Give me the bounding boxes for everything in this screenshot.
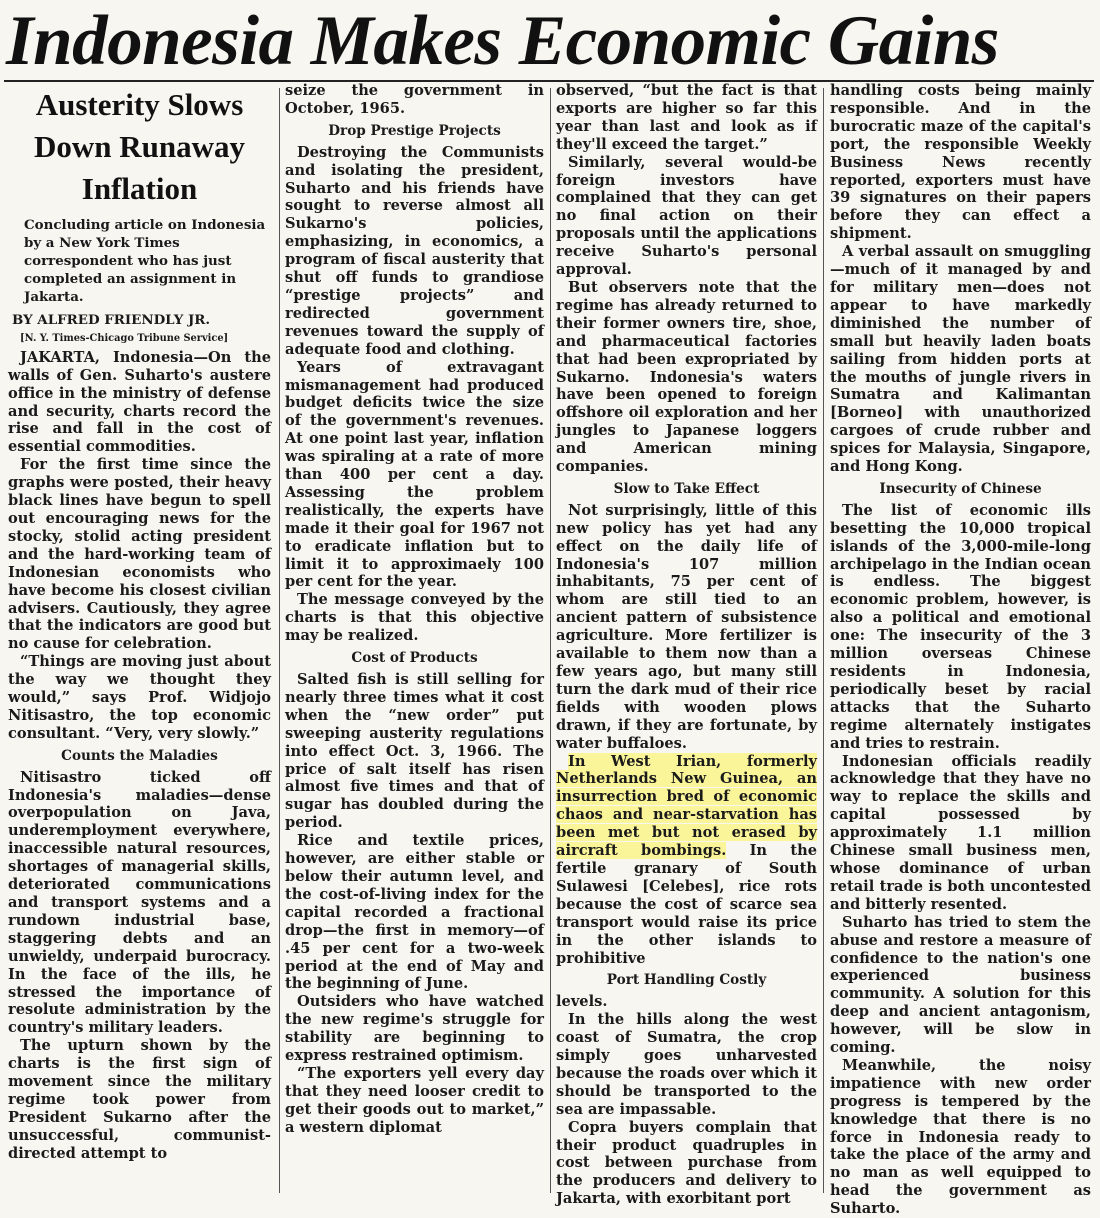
paragraph: The message conveyed by the charts is that this objective may be realized. [285, 591, 544, 645]
paragraph: Indonesian officials readily acknowledge that they have no way to replace the skills and capital possessed by approximately 1.1 million Chinese small business men, whose dominance of urban retail trade is both uncontested and bitterly resented. [830, 752, 1091, 913]
paragraph: In the hills along the west coast of Sumatra, the crop simply goes unharvested because the roads over which it should be transported to the sea are impassable. [556, 1011, 817, 1118]
intro-blurb: Concluding article on Indonesia by a New York Times correspondent who has just completed an assignment in Jakarta. [24, 217, 266, 305]
paragraph: Not surprisingly, little of this new policy has yet had any effect on the daily life of Indonesia's 107 million inhabitants, 75 per cent of whom are still tied to an ancient pattern of subsistence agriculture. More fertilizer is available to them now than a few years ago, but many still turn the dark mud of their rice fields with wooden plows drawn, if they are fortunate, by water buffaloes. [556, 501, 817, 752]
headline: Indonesia Makes Economic Gains [6, 2, 999, 80]
paragraph: Rice and textile prices, however, are either stable or below their autumn level, and the cost-of-living index for the capital recorded a fractional drop—the first in memory—of .45 per cent for a two-week period at the end of May and the beginning of June. [285, 832, 544, 993]
paragraph: But observers note that the regime has already returned to their former owners tire, shoe, and pharmaceutical factories that had been expropriated by Sukarno. Indonesia's waters have been opened to foreign offshore oil exploration and her jungles to Japanese loggers and American mining companies. [556, 278, 817, 476]
paragraph: Suharto has tried to stem the abuse and restore a measure of confidence to the nation's one experienced business community. A solution for this deep and ancient antagonism, however, will be slow in coming. [830, 913, 1091, 1057]
paragraph: JAKARTA, Indonesia—On the walls of Gen. Suharto's austere office in the ministry of defense and security, charts record the rise and fall in the cost of essential commodities. [8, 348, 271, 456]
article-column-4 [830, 82, 1091, 1218]
column-divider [550, 88, 551, 1193]
subheading: Counts the Maladies [61, 747, 218, 764]
subheading: Drop Prestige Projects [328, 122, 501, 139]
deck-headline: Austerity Slows Down Runaway Inflation [33, 87, 246, 206]
byline: BY ALFRED FRIENDLY JR. [12, 312, 211, 328]
paragraph: The list of economic ills besetting the 10,000 tropical islands of the 3,000-mile-long archipelago in the Indian ocean is endless. The biggest economic problem, however, is also a political and emotional one: The insecurity of the 3 million overseas Chinese residents in Indonesia, periodically beset by racial attacks that the Suharto regime alternately instigates and tries to restrain. [830, 501, 1091, 752]
paragraph: Meanwhile, the noisy impatience with new order progress is tempered by the knowledge that there is no force in Indonesia ready to take the place of the army and no man as well equipped to head the government as Suharto. [830, 1056, 1091, 1218]
paragraph: observed, “but the fact is that exports are higher so far this year than last and look as if they'll exceed the target.” [556, 82, 817, 153]
paragraph: The upturn shown by the charts is the first sign of movement since the military regime took power from President Sukarno after the unsuccessful, communist-directed attempt to [8, 1037, 271, 1162]
paragraph: levels. [556, 993, 608, 1011]
paragraph: Nitisastro ticked off Indonesia's maladies—dense overpopulation on Java, underemployment everywhere, inaccessible natural resources, shortages of managerial skills, deteriorated communications and transport systems and a rundown industrial base, staggering debts and an unwieldy, underpaid burocracy. In the face of the ills, he stressed the importance of resolute administration by the country's military leaders. [8, 768, 271, 1037]
subheading: Slow to Take Effect [613, 480, 760, 497]
paragraph: “The exporters yell every day that they need looser credit to get their goods out to market,” a western diplomat [285, 1064, 544, 1136]
subheading: Insecurity of Chinese [879, 480, 1042, 497]
paragraph: Destroying the Communists and isolating the president, Suharto and his friends have sought to reverse almost all Sukarno's policies, emphasizing, in economics, a program of fiscal austerity that shut off funds to grandiose “prestige projects” and redirected government revenues toward the supply of adequate food and clothing. [285, 143, 544, 358]
article-column-3 [556, 82, 817, 1208]
paragraph: Outsiders who have watched the new regime's struggle for stability are beginning to express restrained optimism. [285, 993, 544, 1065]
paragraph: Salted fish is still selling for nearly three times what it cost when the “new order” put sweeping austerity regulations into effect Oct. 3, 1966. The price of salt itself has risen almost five times and that of sugar has doubled during the period. [285, 671, 544, 832]
subheading: Cost of Products [351, 650, 478, 667]
paragraph: Similarly, several would-be foreign investors have complained that they can get no final action on their proposals until the applications receive Suharto's personal approval. [556, 153, 817, 279]
column-divider [279, 88, 280, 1193]
paragraph: For the first time since the graphs were posted, their heavy black lines have begun to spell out encouraging news for the stocky, stolid acting president and the hard-working team of Indonesian economists who have become his closest civilian advisers. Cautiously, they agree that the indicators are good but no cause for celebration. [8, 456, 271, 653]
column-divider [823, 88, 824, 1193]
wire-service: [N. Y. Times-Chicago Tribune Service] [20, 332, 229, 344]
paragraph: A verbal assault on smuggling—much of it managed by and for military men—does not appear to have markedly diminished the number of small but heavily laden boats sailing from hidden ports at the mouths of jungle rivers in Sumatra and Kalimantan [Borneo] with unauthorized cargoes of crude rubber and spices for Malaysia, Singapore, and Hong Kong. [830, 243, 1091, 476]
paragraph: “Things are moving just about the way we thought they would,” says Prof. Widjojo Nitisastro, the top economic consultant. “Very, very slowly.” [8, 653, 271, 742]
paragraph: Copra buyers complain that their product quadruples in cost between purchase from the producers and delivery to Jakarta, with exorbitant port [556, 1118, 817, 1208]
paragraph: seize the government in October, 1965. [285, 82, 544, 117]
article-column-1 [8, 82, 271, 1198]
article-column-2 [285, 82, 544, 1198]
highlighted-text: In West Irian, formerly Netherlands New Guinea, an insurrection bred of economic chaos and near-starvation has been met but not erased by aircraft bombings. [556, 752, 817, 860]
subheading: Port Handling Costly [606, 972, 767, 989]
paragraph-continuation: In the fertile granary of South Sulawesi [Celebes], rice rots because the cost of scarce sea transport would raise its price in the other islands to prohibitive [556, 842, 817, 967]
paragraph: Years of extravagant mismanagement had produced budget deficits twice the size of the government's revenues. At one point last year, inflation was spiraling at a rate of more than 400 per cent a day. Assessing the problem realistically, the experts have made it their goal for 1967 not to eradicate inflation but to limit it to approximaely 100 per cent for the year. [285, 358, 544, 591]
highlighted-paragraph [556, 753, 817, 968]
paragraph: handling costs being mainly responsible. And in the burocratic maze of the capital's port, the responsible Weekly Business News recently reported, exporters must have 39 signatures on their papers before they can effect a shipment. [830, 82, 1091, 243]
